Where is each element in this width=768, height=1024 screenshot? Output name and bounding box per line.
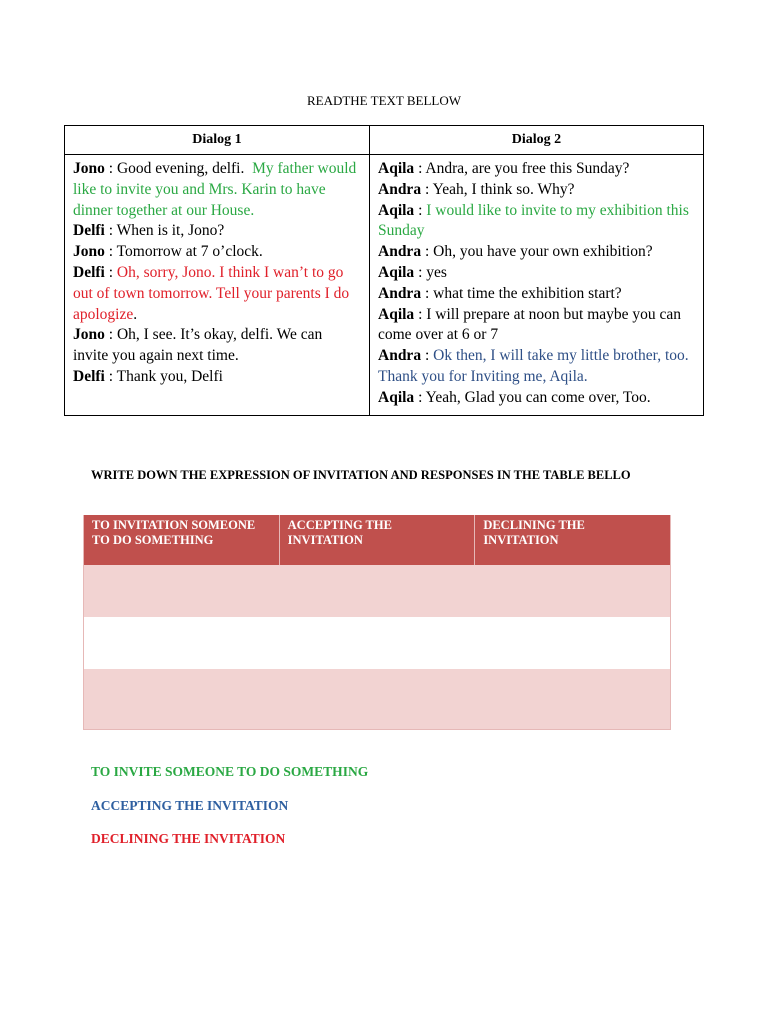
dialog-line: Aqila : Yeah, Glad you can come over, Too.	[378, 388, 651, 406]
table-row	[84, 617, 671, 669]
dialog-line: Andra : what time the exhibition start?	[378, 284, 622, 302]
instruction-text: WRITE DOWN THE EXPRESSION OF INVITATION AND RESPONSES IN THE TABLE BELLO	[91, 468, 631, 482]
answer-cell[interactable]	[279, 565, 475, 617]
page-title: READTHE TEXT BELLOW	[306, 93, 462, 108]
answer-header-invite: TO INVITATION SOMEONE TO DO SOMETHING	[84, 515, 280, 565]
dialog-line-invite: My father would like to invite you and Mrs. Karin to have dinner together at our House.	[73, 160, 357, 219]
dialog-line: Andra : Oh, you have your own exhibition?	[378, 243, 653, 261]
answer-cell[interactable]	[475, 669, 671, 730]
dialog-line: Andra : Ok then, I will take my little brother, too. Thank you for Inviting me, Aqila.	[378, 347, 689, 385]
answer-table	[83, 515, 671, 730]
dialog-line: Jono : Oh, I see. It’s okay, delfi. We can invite you again next time.	[73, 326, 323, 365]
answer-cell[interactable]	[475, 617, 671, 669]
dialog-line: Aqila : I would like to invite to my exhibition this Sunday	[378, 201, 689, 240]
answer-cell[interactable]	[279, 617, 475, 669]
legend-invite: TO INVITE SOMEONE TO DO SOMETHING	[91, 764, 369, 779]
dialog-table	[64, 125, 704, 416]
answer-header-accept: ACCEPTING THE INVITATION	[279, 515, 475, 565]
dialog-line: Delfi : Oh, sorry, Jono. I think I wan’t to go out of town tomorrow. Tell your parents I do apologize.	[73, 263, 350, 323]
dialog-line: Jono : Good evening, delfi.	[73, 160, 245, 177]
dialog-line: Aqila : yes	[378, 263, 447, 281]
dialog-line: Andra : Yeah, I think so. Why?	[378, 180, 575, 198]
legend-decline: DECLINING THE INVITATION	[91, 831, 286, 846]
dialog-2-cell	[370, 155, 704, 416]
dialog-line: Delfi : When is it, Jono?	[73, 222, 225, 240]
answer-cell[interactable]	[84, 669, 280, 730]
dialog-1-cell	[65, 155, 370, 416]
table-row	[84, 565, 671, 617]
dialog-line: Aqila : Andra, are you free this Sunday?	[378, 160, 630, 177]
table-row	[84, 669, 671, 730]
dialog-line: Aqila : I will prepare at noon but maybe you can come over at 6 or 7	[378, 305, 682, 344]
answer-header-decline: DECLINING THE INVITATION	[475, 515, 671, 565]
answer-cell[interactable]	[84, 565, 280, 617]
dialog-line: Delfi : Thank you, Delfi	[73, 367, 223, 385]
answer-cell[interactable]	[475, 565, 671, 617]
answer-cell[interactable]	[84, 617, 280, 669]
dialog-2-header: Dialog 2	[370, 126, 704, 155]
dialog-1-header: Dialog 1	[65, 126, 370, 155]
dialog-line: Jono : Tomorrow at 7 o’clock.	[73, 243, 263, 261]
legend-accept: ACCEPTING THE INVITATION	[91, 798, 289, 813]
answer-cell[interactable]	[279, 669, 475, 730]
